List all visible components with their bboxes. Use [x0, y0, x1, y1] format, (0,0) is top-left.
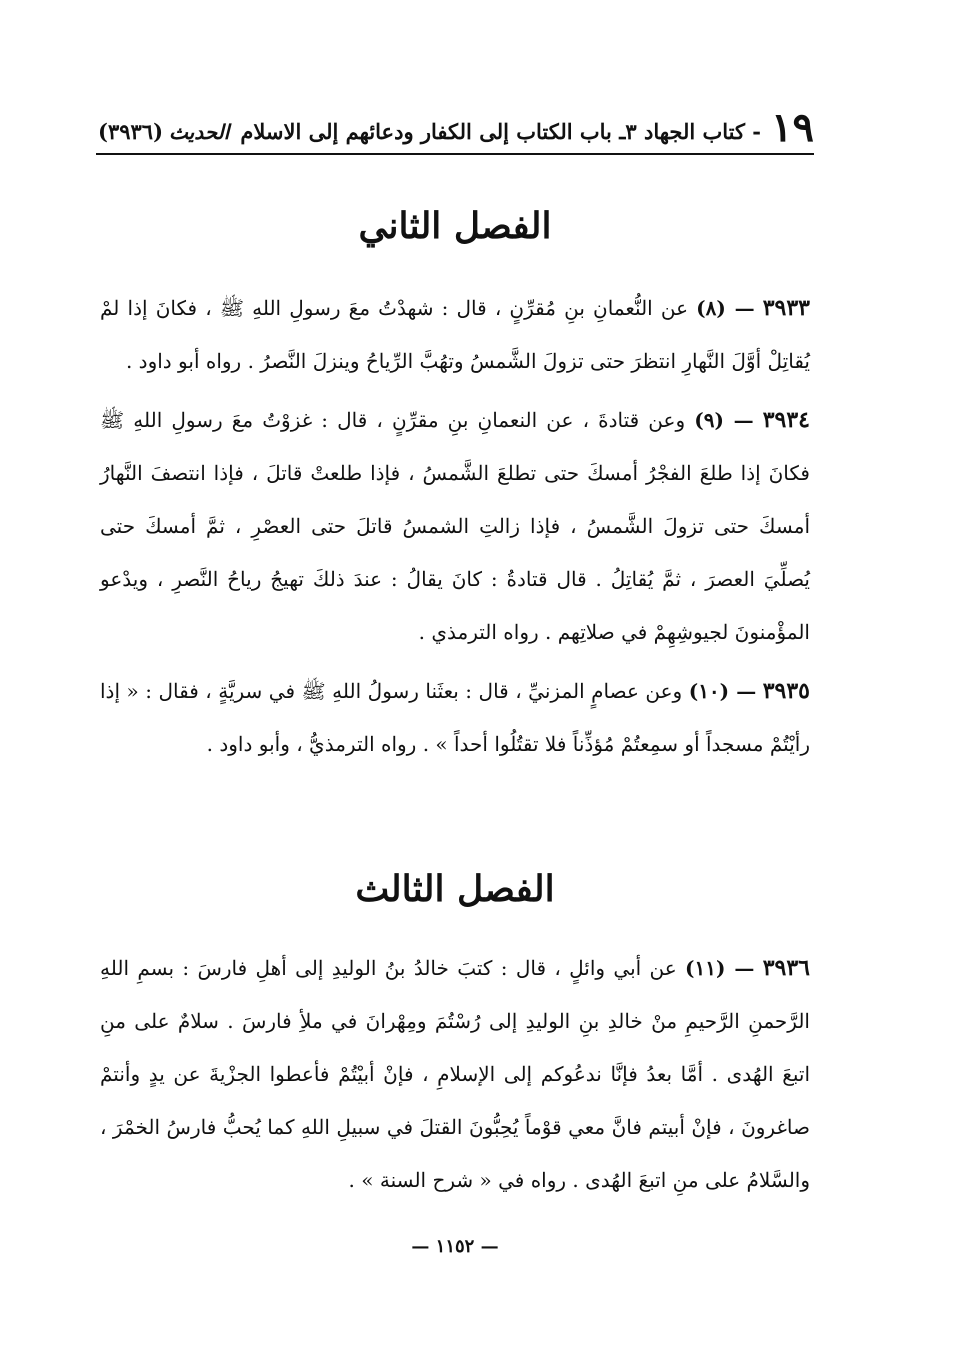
hadith-number: ٣٩٣٣ [762, 295, 810, 321]
hadith-ref: — (١١) [685, 956, 755, 980]
hadith-paragraph [100, 394, 810, 659]
hadith-number: ٣٩٣٥ [762, 678, 810, 704]
hadith-text: وعن قتادةَ ، عن النعمانِ بنِ مقرِّنٍ ، قال : غزوْتُ معَ رسولِ اللهِ ﷺ فكانَ إذا طلعَ الفجْرُ أمسكَ حتى تطلعَ الشَّمسُ ، فإذا طلعتْ قاتلَ ، فإذا انتصفَ النَّهارُ أمسكَ حتى تزولَ الشَّمسُ ، فإذا زالتِ الشمسُ قاتلَ حتى العصْرِ ، ثمَّ أمسكَ حتى يُصلِّيَ العصرَ ، ثمَّ يُقاتِلُ . قال قتادةُ : كانَ يقالُ : عندَ ذلكَ تهيجُ رياحُ النَّصرِ ، ويدْعو المؤْمنونَ لجيوشِهِمْ في صلاتِهم . رواه الترمذي . [100, 408, 810, 644]
hadith-number: ٣٩٣٤ [762, 407, 810, 433]
header-right [240, 104, 814, 151]
hadith-ref: — (١٠) [688, 679, 757, 703]
page-number: ١٩ [771, 104, 814, 151]
hadith-range: (٣٩٣٦) [98, 119, 163, 144]
section-title-second: الفصل الثاني [358, 205, 552, 247]
hadith-number: ٣٩٣٦ [762, 955, 810, 981]
hadith-paragraph [100, 942, 810, 1207]
hadith-text: وعن عصامٍ المزنيِّ ، قال : بعثَنا رسولُ اللهِ ﷺ في سريَّةٍ ، فقال : « إذا رأيْتُمْ مسجداً أو سمِعتُمْ مُؤذِّناً فلا تقتُلُوا أحداً » . رواه الترمذيُّ ، وأبو داود . [100, 679, 810, 756]
hadith-ref: — (٨) [696, 296, 755, 320]
page-header [98, 84, 814, 151]
header-rule [96, 153, 814, 155]
hadith-text: عن أبي وائلٍ ، قال : كتبَ خالدُ بنُ الوليدِ إلى أهلِ فارسَ : بسمِ اللهِ الرَّحمنِ الرَّحيمِ منْ خالدِ بنِ الوليدِ إلى رُسْتُمَ ومِهْرانَ في ملأِ فارسَ . سلامٌ على منِ اتبعَ الهُدى . أمَّا بعدُ فإنَّا ندعُوكم إلى الإسلامِ ، فإنْ أبيْتُمْ فأعطوا الجزْيةَ عن يدٍ وأنتمْ صاغرونَ ، فإنْ أبيتم فانَّ معي قوْماً يُحِبُّونَ القتلَ في سبيلِ اللهِ كما يُحبُّ فارسُ الخمْرَ ، والسَّلامُ على منِ اتبعَ الهُدى . رواه في « شرح السنة » . [100, 956, 810, 1192]
hadith-text: عن النُّعمانِ بنِ مُقرِّنٍ ، قال : شهدْتُ معَ رسولِ اللهِ ﷺ ، فكانَ إذا لمْ يُقاتِلْ أوَّلَ النَّهارِ انتظرَ حتى تزولَ الشَّمسُ وتهُبَّ الرِّياحُ وينزلَ النَّصرُ . رواه أبو داود . [100, 296, 810, 373]
hadith-ref: — (٩) [694, 408, 754, 432]
hadith-paragraph [100, 665, 810, 771]
hadith-label: الحديث [169, 120, 230, 144]
section-third-body [100, 942, 810, 1213]
section-second-body [100, 282, 810, 777]
header-left [98, 119, 229, 148]
page-footer-number: — ١١٥٢ — [411, 1236, 499, 1257]
hadith-paragraph [100, 282, 810, 388]
running-title: - كتاب الجهاد ٣ـ باب الكتاب إلى الكفار ودعائهم إلى الاسلام [240, 119, 762, 144]
section-title-third: الفصل الثالث [355, 868, 555, 910]
